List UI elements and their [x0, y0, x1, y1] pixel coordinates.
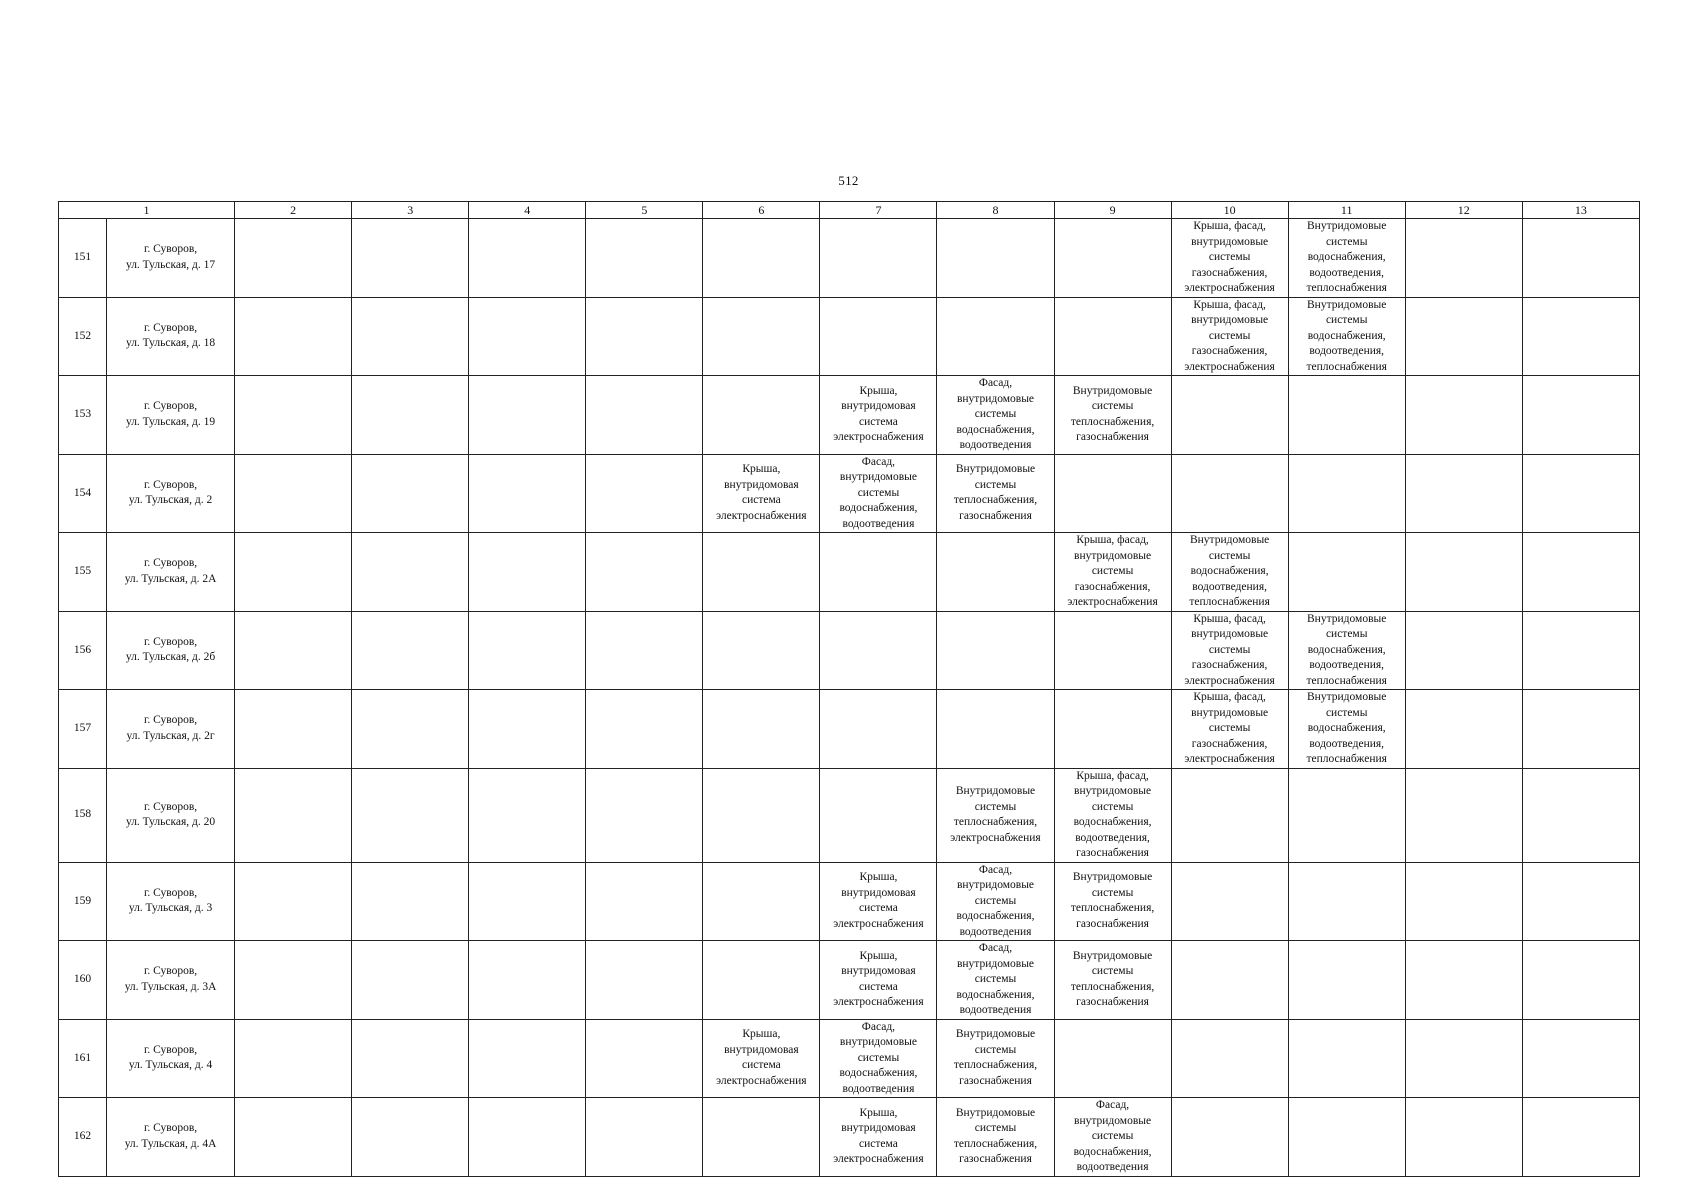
address-cell: г. Суворов, ул. Тульская, д. 3А: [107, 941, 235, 1020]
address-cell: г. Суворов, ул. Тульская, д. 18: [107, 297, 235, 376]
work-period-cell: [703, 611, 820, 690]
work-period-cell: [1405, 1019, 1522, 1098]
header-row: [59, 202, 1640, 219]
work-period-cell: Крыша, внутридомовая система электроснабжения: [703, 1019, 820, 1098]
work-period-cell: [703, 941, 820, 1020]
work-period-cell: [820, 768, 937, 862]
work-period-cell: Крыша, внутридомовая система электроснабжения: [820, 941, 937, 1020]
work-period-cell: [937, 690, 1054, 769]
work-period-cell: [703, 533, 820, 612]
work-period-cell: Крыша, внутридомовая система электроснабжения: [703, 454, 820, 533]
work-period-cell: Крыша, фасад, внутридомовые системы газоснабжения, электроснабжения: [1171, 611, 1288, 690]
row-number-cell: 157: [59, 690, 107, 769]
work-period-cell: [1405, 690, 1522, 769]
work-period-cell: [1288, 1019, 1405, 1098]
column-header: 10: [1171, 202, 1288, 219]
column-header: 9: [1054, 202, 1171, 219]
work-period-cell: [352, 533, 469, 612]
work-period-cell: Внутридомовые системы теплоснабжения, газоснабжения: [937, 1098, 1054, 1177]
work-period-cell: [820, 690, 937, 769]
work-period-cell: [1522, 611, 1639, 690]
work-period-cell: [1288, 533, 1405, 612]
row-number-cell: 154: [59, 454, 107, 533]
work-period-cell: [1171, 1019, 1288, 1098]
row-number-cell: 152: [59, 297, 107, 376]
work-period-cell: [1054, 1019, 1171, 1098]
table-row: [59, 611, 1640, 690]
table-row: [59, 533, 1640, 612]
work-period-cell: [586, 1098, 703, 1177]
work-period-cell: Фасад, внутридомовые системы водоснабжения, водоотведения: [820, 1019, 937, 1098]
work-period-cell: [235, 690, 352, 769]
table-row: [59, 376, 1640, 455]
work-period-cell: Фасад, внутридомовые системы водоснабжения, водоотведения: [937, 376, 1054, 455]
work-period-cell: Внутридомовые системы водоснабжения, водоотведения, теплоснабжения: [1288, 219, 1405, 298]
work-period-cell: [586, 454, 703, 533]
work-period-cell: [937, 297, 1054, 376]
row-number-cell: 159: [59, 862, 107, 941]
work-period-cell: [235, 941, 352, 1020]
work-period-cell: Внутридомовые системы водоснабжения, водоотведения, теплоснабжения: [1288, 297, 1405, 376]
work-period-cell: [352, 454, 469, 533]
row-number-cell: 153: [59, 376, 107, 455]
work-period-cell: Внутридомовые системы водоснабжения, водоотведения, теплоснабжения: [1288, 611, 1405, 690]
address-cell: г. Суворов, ул. Тульская, д. 3: [107, 862, 235, 941]
work-period-cell: [235, 376, 352, 455]
column-header: 7: [820, 202, 937, 219]
work-period-cell: [469, 297, 586, 376]
repair-schedule-table: [58, 201, 1640, 1177]
table-row: [59, 690, 1640, 769]
work-period-cell: [820, 533, 937, 612]
work-period-cell: [352, 1098, 469, 1177]
address-cell: г. Суворов, ул. Тульская, д. 17: [107, 219, 235, 298]
work-period-cell: [586, 376, 703, 455]
row-number-cell: 162: [59, 1098, 107, 1177]
work-period-cell: [586, 768, 703, 862]
table-row: [59, 862, 1640, 941]
work-period-cell: [469, 1019, 586, 1098]
table-row: [59, 297, 1640, 376]
work-period-cell: [586, 941, 703, 1020]
work-period-cell: [1171, 768, 1288, 862]
work-period-cell: [352, 611, 469, 690]
work-period-cell: Внутридомовые системы теплоснабжения, газоснабжения: [937, 454, 1054, 533]
work-period-cell: [352, 690, 469, 769]
column-header: 11: [1288, 202, 1405, 219]
work-period-cell: [703, 768, 820, 862]
work-period-cell: [703, 1098, 820, 1177]
column-header: 13: [1522, 202, 1639, 219]
address-cell: г. Суворов, ул. Тульская, д. 20: [107, 768, 235, 862]
work-period-cell: [235, 862, 352, 941]
work-period-cell: [352, 862, 469, 941]
work-period-cell: [1522, 768, 1639, 862]
work-period-cell: [1054, 611, 1171, 690]
row-number-cell: 161: [59, 1019, 107, 1098]
work-period-cell: [469, 533, 586, 612]
work-period-cell: Крыша, фасад, внутридомовые системы газоснабжения, электроснабжения: [1054, 533, 1171, 612]
work-period-cell: [820, 611, 937, 690]
work-period-cell: [1405, 611, 1522, 690]
work-period-cell: [1171, 376, 1288, 455]
work-period-cell: [1522, 1019, 1639, 1098]
work-period-cell: [352, 768, 469, 862]
work-period-cell: [1054, 297, 1171, 376]
work-period-cell: [1405, 297, 1522, 376]
work-period-cell: [1405, 1098, 1522, 1177]
work-period-cell: [235, 611, 352, 690]
work-period-cell: [352, 941, 469, 1020]
work-period-cell: [1522, 862, 1639, 941]
table-row: [59, 768, 1640, 862]
work-period-cell: [1288, 454, 1405, 533]
address-cell: г. Суворов, ул. Тульская, д. 2: [107, 454, 235, 533]
work-period-cell: [703, 690, 820, 769]
table-row: [59, 1098, 1640, 1177]
work-period-cell: [1405, 941, 1522, 1020]
work-period-cell: [469, 768, 586, 862]
work-period-cell: [1054, 690, 1171, 769]
work-period-cell: [586, 690, 703, 769]
work-period-cell: [235, 454, 352, 533]
address-cell: г. Суворов, ул. Тульская, д. 2А: [107, 533, 235, 612]
work-period-cell: [235, 533, 352, 612]
work-period-cell: [1405, 219, 1522, 298]
page-number: 512: [838, 173, 859, 188]
work-period-cell: [937, 533, 1054, 612]
work-period-cell: Крыша, фасад, внутридомовые системы газоснабжения, электроснабжения: [1171, 219, 1288, 298]
work-period-cell: [1522, 690, 1639, 769]
work-period-cell: Внутридомовые системы теплоснабжения, газоснабжения: [1054, 941, 1171, 1020]
work-period-cell: [469, 941, 586, 1020]
row-number-cell: 155: [59, 533, 107, 612]
work-period-cell: [1171, 454, 1288, 533]
work-period-cell: [469, 219, 586, 298]
work-period-cell: [586, 533, 703, 612]
row-number-cell: 151: [59, 219, 107, 298]
work-period-cell: [1405, 862, 1522, 941]
work-period-cell: [586, 611, 703, 690]
work-period-cell: [1405, 376, 1522, 455]
column-header: 8: [937, 202, 1054, 219]
work-period-cell: [1171, 1098, 1288, 1177]
address-cell: г. Суворов, ул. Тульская, д. 4А: [107, 1098, 235, 1177]
address-cell: г. Суворов, ул. Тульская, д. 19: [107, 376, 235, 455]
work-period-cell: [586, 862, 703, 941]
work-period-cell: [469, 862, 586, 941]
work-period-cell: [1288, 941, 1405, 1020]
work-period-cell: Фасад, внутридомовые системы водоснабжения, водоотведения: [937, 862, 1054, 941]
work-period-cell: Фасад, внутридомовые системы водоснабжения, водоотведения: [1054, 1098, 1171, 1177]
work-period-cell: [586, 1019, 703, 1098]
address-cell: г. Суворов, ул. Тульская, д. 2б: [107, 611, 235, 690]
work-period-cell: [469, 376, 586, 455]
column-header: 2: [235, 202, 352, 219]
work-period-cell: Фасад, внутридомовые системы водоснабжения, водоотведения: [820, 454, 937, 533]
work-period-cell: [703, 862, 820, 941]
table-row: [59, 941, 1640, 1020]
work-period-cell: [1054, 219, 1171, 298]
work-period-cell: [820, 219, 937, 298]
column-header: 5: [586, 202, 703, 219]
column-header: 3: [352, 202, 469, 219]
work-period-cell: Крыша, фасад, внутридомовые системы водоснабжения, водоотведения, газоснабжения: [1054, 768, 1171, 862]
work-period-cell: [1522, 454, 1639, 533]
work-period-cell: [703, 376, 820, 455]
table-row: [59, 454, 1640, 533]
work-period-cell: Крыша, внутридомовая система электроснабжения: [820, 1098, 937, 1177]
work-period-cell: [1522, 219, 1639, 298]
work-period-cell: Внутридомовые системы теплоснабжения, газоснабжения: [1054, 376, 1171, 455]
work-period-cell: [235, 219, 352, 298]
work-period-cell: [1405, 533, 1522, 612]
work-period-cell: Внутридомовые системы водоснабжения, водоотведения, теплоснабжения: [1171, 533, 1288, 612]
work-period-cell: Внутридомовые системы теплоснабжения, электроснабжения: [937, 768, 1054, 862]
work-period-cell: Крыша, фасад, внутридомовые системы газоснабжения, электроснабжения: [1171, 297, 1288, 376]
work-period-cell: [235, 768, 352, 862]
work-period-cell: [1522, 533, 1639, 612]
column-header: 4: [469, 202, 586, 219]
work-period-cell: [1405, 768, 1522, 862]
column-header: 6: [703, 202, 820, 219]
work-period-cell: Крыша, внутридомовая система электроснабжения: [820, 376, 937, 455]
work-period-cell: [586, 219, 703, 298]
work-period-cell: [1522, 376, 1639, 455]
work-period-cell: [352, 376, 469, 455]
table-body: [59, 202, 1640, 1177]
table-row: [59, 219, 1640, 298]
work-period-cell: [937, 219, 1054, 298]
work-period-cell: Крыша, внутридомовая система электроснабжения: [820, 862, 937, 941]
work-period-cell: Внутридомовые системы водоснабжения, водоотведения, теплоснабжения: [1288, 690, 1405, 769]
work-period-cell: [469, 690, 586, 769]
work-period-cell: [1522, 297, 1639, 376]
work-period-cell: [352, 297, 469, 376]
work-period-cell: Внутридомовые системы теплоснабжения, газоснабжения: [1054, 862, 1171, 941]
work-period-cell: [820, 297, 937, 376]
column-header: 12: [1405, 202, 1522, 219]
work-period-cell: [1171, 941, 1288, 1020]
address-cell: г. Суворов, ул. Тульская, д. 4: [107, 1019, 235, 1098]
work-period-cell: [1522, 941, 1639, 1020]
work-period-cell: [586, 297, 703, 376]
work-period-cell: Фасад, внутридомовые системы водоснабжения, водоотведения: [937, 941, 1054, 1020]
work-period-cell: [235, 1019, 352, 1098]
work-period-cell: Крыша, фасад, внутридомовые системы газоснабжения, электроснабжения: [1171, 690, 1288, 769]
work-period-cell: [1405, 454, 1522, 533]
work-period-cell: [469, 454, 586, 533]
work-period-cell: [1288, 1098, 1405, 1177]
work-period-cell: [1288, 768, 1405, 862]
work-period-cell: [352, 219, 469, 298]
work-period-cell: [1288, 376, 1405, 455]
row-number-cell: 158: [59, 768, 107, 862]
work-period-cell: [1171, 862, 1288, 941]
work-period-cell: [703, 297, 820, 376]
table-row: [59, 1019, 1640, 1098]
work-period-cell: [1522, 1098, 1639, 1177]
work-period-cell: [235, 1098, 352, 1177]
address-cell: г. Суворов, ул. Тульская, д. 2г: [107, 690, 235, 769]
work-period-cell: [469, 611, 586, 690]
work-period-cell: [703, 219, 820, 298]
row-number-cell: 156: [59, 611, 107, 690]
work-period-cell: Внутридомовые системы теплоснабжения, газоснабжения: [937, 1019, 1054, 1098]
work-period-cell: [1054, 454, 1171, 533]
row-number-cell: 160: [59, 941, 107, 1020]
work-period-cell: [235, 297, 352, 376]
column-header: 1: [59, 202, 235, 219]
work-period-cell: [1288, 862, 1405, 941]
work-period-cell: [937, 611, 1054, 690]
work-period-cell: [469, 1098, 586, 1177]
work-period-cell: [352, 1019, 469, 1098]
